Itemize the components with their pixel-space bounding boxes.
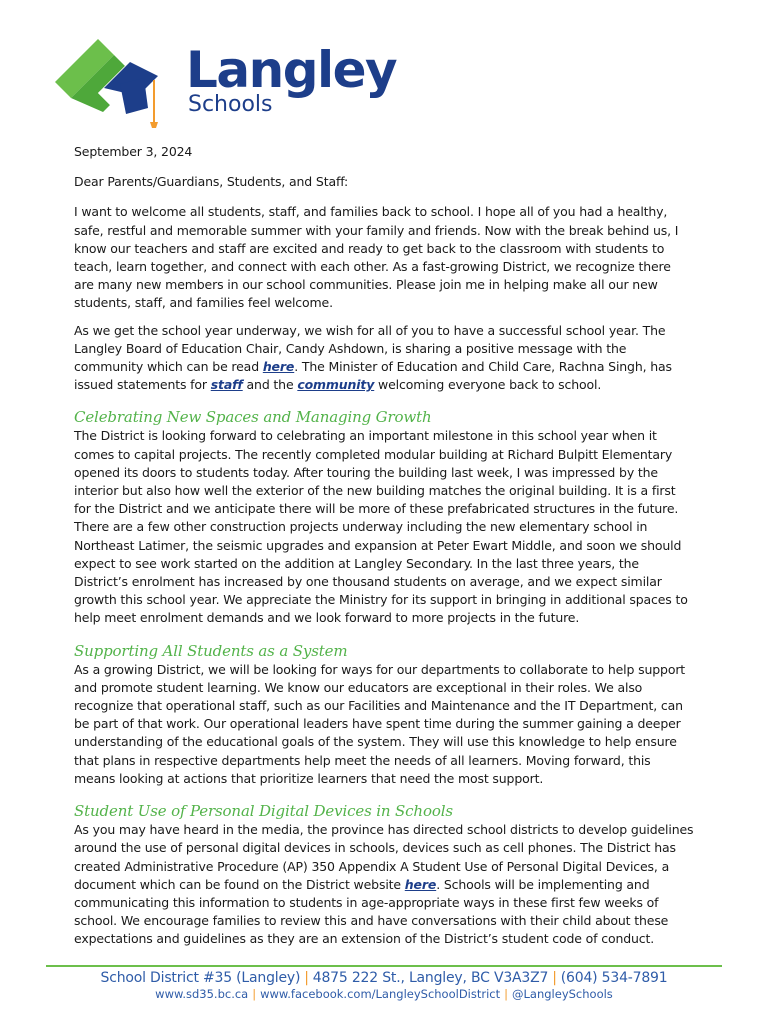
footer-facebook[interactable]: www.facebook.com/LangleySchoolDistrict [260,987,501,1001]
footer-phone: (604) 534-7891 [560,970,668,986]
section-heading-supporting-students: Supporting All Students as a System [74,641,348,660]
footer-social-handle[interactable]: @LangleySchools [512,987,613,1001]
brand-wordmark [186,34,396,116]
board-chair-message-link[interactable]: here [262,359,295,375]
section-body-digital-devices [74,821,694,948]
staff-statement-link[interactable]: staff [210,377,243,393]
footer-district-name: School District #35 (Langley) [100,970,301,986]
brand-subtitle: Schools [188,92,273,117]
section-heading-digital-devices: Student Use of Personal Digital Devices in Schools [74,802,453,821]
letter-greeting: Dear Parents/Guardians, Students, and Staff: [74,174,349,190]
footer-divider [46,965,722,967]
letter-date: September 3, 2024 [74,144,193,159]
section-body-growth: The District is looking forward to celebrating an important milestone in this school year when it comes to capital projects. The recently completed modular building at Richard Bulpitt Elementary opened its doors to students today. After touring the building last week, I was impressed by the interior but also how well the exterior of the new building matches the original building. It is a first for the District and we anticipate there will be more of these prefabricated structures in the future. There are a few other construction projects underway including the new elementary school in Northeast Latimer, the seismic upgrades and expansion at Peter Ewart Middle, and soon we should expect to see work started on the addition at Langley Secondary. In the last three years, the District’s enrolment has increased by one thousand students on average, and we expect similar growth this school year. We appreciate the Ministry for its support in bringing in additional spaces to help meet enrolment demands and we look forward to more projects in the future. [74,428,688,626]
letterhead [50,34,410,134]
footer-website[interactable]: www.sd35.bc.ca [155,987,249,1001]
letter-footer [0,962,768,1012]
paragraph-text: . Schools will be implementing and communicating this information to students in age-appropriate ways in these first few weeks of school. We encourage families to review this and have conversations with their child about these expectations and guidelines as they are an extension of the District’s student code of conduct. [74,876,669,947]
footer-separator: | [504,987,509,1001]
district-website-link[interactable]: here [404,876,437,892]
paragraph-text: welcoming everyone back to school. [374,377,602,393]
section-body-supporting-students: As a growing District, we will be looking for ways for our departments to collaborate to help support and promote student learning. We know our educators are exceptional in their roles. We also recognize that operational staff, such as our Facilities and Maintenance and the IT Department, can be part of that work. Our operational leaders have spent time during the summer gaining a deeper understanding of the educational goals of the system. They will use this knowledge to help ensure that plans in respective departments help meet the needs of all learners. Moving forward, this means looking at actions that prioritize learners that need the most support. [74,661,686,786]
brand-name: Langley [186,41,397,99]
mortarboard-diamond-logo-icon [50,34,182,134]
paragraph-text: As you may have heard in the media, the province has directed school districts to develop guidelines around the use of personal digital devices in schools, devices such as cell phones. The District has created Administrative Procedure (AP) 350 Appendix A Student Use of Personal Digital Devices, a document which can be found on the District website [74,822,694,892]
footer-address: 4875 222 St., Langley, BC V3A3Z7 [312,970,549,986]
paragraph-text: As we get the school year underway, we wish for all of you to have a successful school year. The Langley Board of Education Chair, Candy Ashdown, is sharing a positive message with the community which can be read [74,322,666,375]
paragraph-text: and the [242,377,298,393]
letter-body [74,143,694,958]
footer-contact-line [0,969,768,987]
section-heading-growth: Celebrating New Spaces and Managing Growth [74,408,432,427]
paragraph-text: . The Minister of Education and Child Care, Rachna Singh, has issued statements for [74,359,672,393]
footer-web-line [0,987,768,1001]
footer-separator: | [304,970,309,986]
footer-separator: | [552,970,557,986]
footer-separator: | [252,987,257,1001]
intro-paragraph: I want to welcome all students, staff, and families back to school. I hope all of you had a healthy, safe, restful and memorable summer with your family and friends. Now with the break behind us, I know our teachers and staff are excited and ready to get back to the classroom with students to teach, learn together, and connect with each other. As a fast-growing District, we recognize there are many new members in our school communities. Please join me in helping make all our new students, staff, and families feel welcome. [74,204,679,311]
community-statement-link[interactable]: community [297,377,375,393]
underway-paragraph [74,322,694,395]
